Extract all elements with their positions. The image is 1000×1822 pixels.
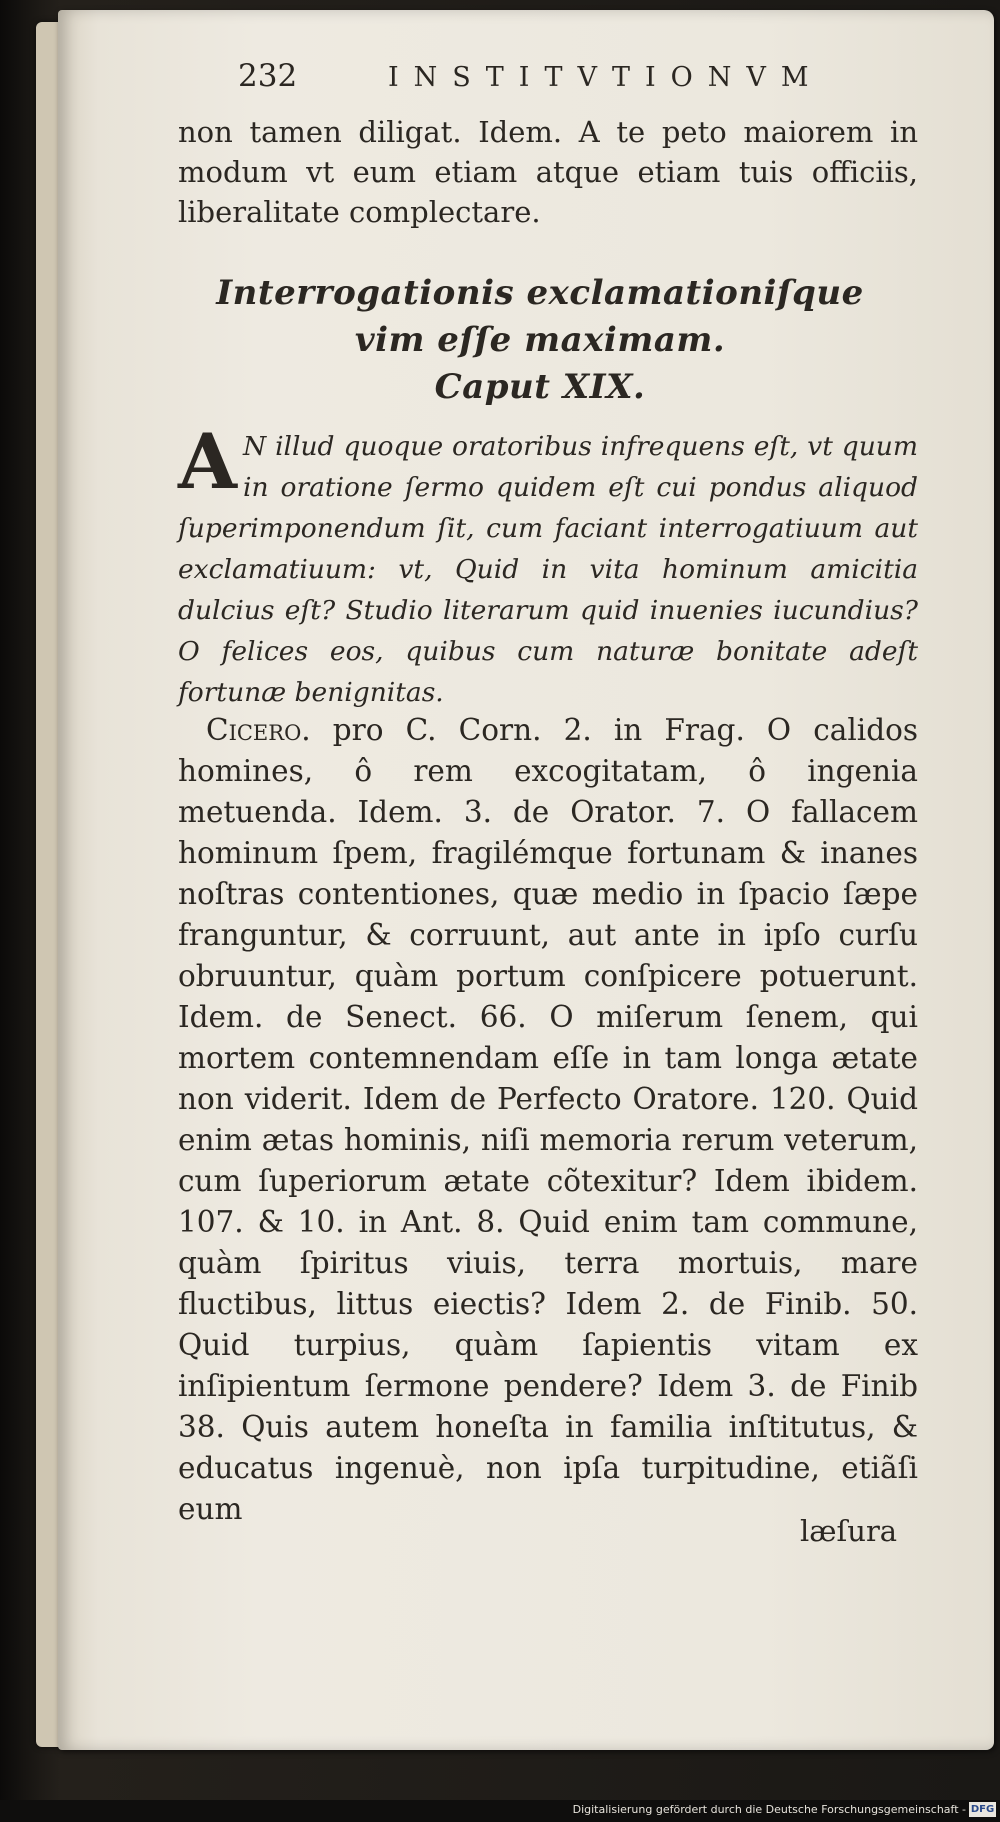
dfg-logo-icon: DFG [970, 1804, 995, 1815]
running-title: INSTITVTIONVM [388, 62, 824, 93]
chapter-title-line-2: vim eſſe maximam. [354, 320, 726, 360]
body-paragraph [178, 710, 918, 1530]
italic-paragraph [178, 417, 918, 713]
running-header [238, 58, 824, 104]
author-name: Cicero [206, 713, 302, 747]
intro-text-content: non tamen diligat. Idem. A te peto maiorem in modum vt eum etiam atque etiam tuis officiis, liberalitate complectare. [178, 115, 918, 229]
chapter-number: Caput XIX. [434, 367, 646, 407]
chapter-title-line-1: Interrogationis exclamationiſque [216, 273, 864, 313]
page-number: 232 [238, 58, 298, 94]
chapter-heading [180, 270, 900, 411]
intro-text [178, 112, 918, 232]
italic-paragraph-text: N illud quoque oratoribus infrequens eſt, vt quum in oratione ſermo quidem eſt cui pondus aliquod ſuperimponendum ſit, cum faciant interrogatiuum aut exclamatiuum: vt, Quid in vita hominum amicitia dulcius eſt? Studio literarum quid inuenies iucundius? O felices eos, quibus cum naturæ bonitate adeſt fortunæ benignitas. [178, 431, 918, 708]
drop-cap: A [178, 417, 237, 506]
body-paragraph-text: . pro C. Corn. 2. in Frag. O calidos homines, ô rem excogitatam, ô ingenia metuenda. Idem. 3. de Orator. 7. O fallacem hominum ſpem, fragilémque fortunam & inanes noſtras contentiones, quæ medio in ſpacio ſæpe franguntur, & corruunt, aut ante in ipſo curſu obruuntur, quàm portum conſpicere potuerunt. Idem. de Senect. 66. O miſerum ſenem, qui mortem contemnendam eſſe in tam longa ætate non viderit. Idem de Perfecto Oratore. 120. Quid enim ætas hominis, niſi memoria rerum veterum, cum ſuperiorum ætate cõtexitur? Idem ibidem. 107. & 10. in Ant. 8. Quid enim tam commune, quàm ſpiritus viuis, terra mortuis, mare fluctibus, littus eiectis? Idem 2. de Finib. 50. Quid turpius, quàm ſapientis vitam ex inſipientum ſermone pendere? Idem 3. de Finib 38. Quis autem honeſta in familia inſtitutus, & educatus ingenuè, non ipſa turpitudine, etiãſi eum [178, 713, 918, 1526]
catchword: læſura [800, 1514, 898, 1548]
digitization-credit: Digitalisierung gefördert durch die Deutsche Forschungsgemeinschaft - [572, 1803, 966, 1816]
